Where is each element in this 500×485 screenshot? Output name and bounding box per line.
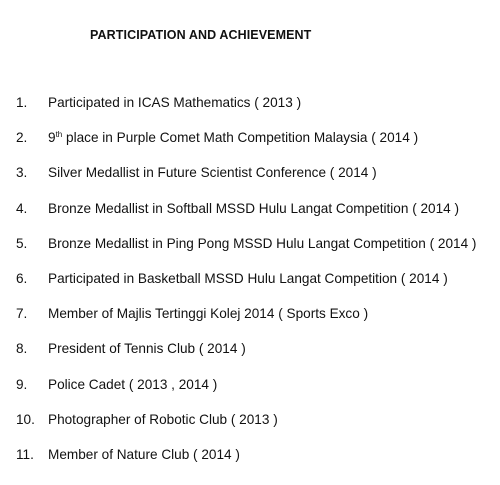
item-number: 5.	[16, 235, 28, 251]
list-item	[0, 447, 500, 482]
item-number: 9.	[16, 376, 28, 392]
item-number: 2.	[16, 130, 28, 146]
item-text-superscript: th	[55, 130, 63, 140]
item-number: 3.	[16, 165, 28, 181]
item-number: 7.	[16, 306, 28, 322]
list-item	[0, 306, 500, 341]
list-item	[0, 236, 500, 271]
item-text: Photographer of Robotic Club ( 2013 )	[48, 411, 278, 427]
list-item	[0, 130, 500, 165]
item-text: Bronze Medallist in Softball MSSD Hulu Langat Competition ( 2014 )	[48, 200, 460, 216]
section-title: PARTICIPATION AND ACHIEVEMENT	[90, 28, 312, 42]
item-number: 4.	[16, 200, 28, 216]
list-item	[0, 165, 500, 200]
item-text-rest: place in Purple Comet Math Competition Malaysia ( 2014 )	[62, 130, 419, 146]
item-number: 6.	[16, 270, 28, 286]
list-item	[0, 271, 500, 306]
list-item	[0, 201, 500, 236]
list-item	[0, 412, 500, 447]
list-item	[0, 377, 500, 412]
item-text	[48, 130, 418, 145]
item-number: 8.	[16, 341, 28, 357]
item-text-ordinal: 9	[48, 130, 56, 146]
list-item	[0, 341, 500, 376]
item-text: Member of Majlis Tertinggi Kolej 2014 ( Sports Exco )	[48, 306, 369, 322]
item-text: Police Cadet ( 2013 , 2014 )	[48, 376, 218, 392]
item-number: 11.	[16, 446, 34, 462]
item-text: Participated in ICAS Mathematics ( 2013 )	[48, 95, 302, 110]
item-text: Bronze Medallist in Ping Pong MSSD Hulu Langat Competition ( 2014 )	[48, 235, 477, 251]
item-number: 10.	[16, 411, 35, 427]
item-text: Member of Nature Club ( 2014 )	[48, 446, 240, 462]
item-text: Silver Medallist in Future Scientist Conference ( 2014 )	[48, 165, 377, 181]
list-item	[0, 95, 500, 130]
item-text: Participated in Basketball MSSD Hulu Langat Competition ( 2014 )	[48, 270, 448, 286]
achievement-list	[0, 95, 500, 482]
item-number: 1.	[16, 95, 28, 110]
item-text: President of Tennis Club ( 2014 )	[48, 341, 246, 357]
